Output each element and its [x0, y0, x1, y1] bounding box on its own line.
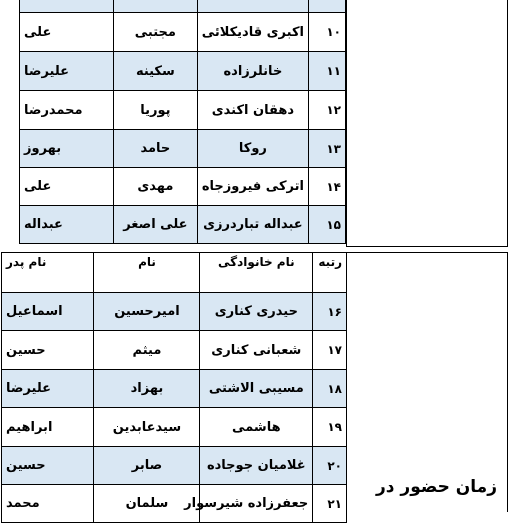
rank-cell: ۱۴ — [308, 168, 345, 206]
father-name-cell: علیرضا — [20, 52, 114, 91]
family-name-cell: خانلرزاده — [197, 52, 308, 91]
family-name-cell: مسیبی الاشتی — [200, 370, 313, 408]
first-name-cell: سیدعابدین — [94, 408, 200, 447]
father-name-cell: محمدرضا — [20, 91, 114, 130]
table-row — [2, 485, 347, 523]
first-name-cell: مهدی — [113, 168, 197, 206]
family-name-cell: جعفرزاده شیرسوار — [200, 485, 313, 523]
father-name-cell: اسماعیل — [2, 293, 94, 331]
first-name-cell — [113, 0, 197, 13]
father-name-cell: حسین — [2, 331, 94, 370]
header-father-name: نام پدر — [2, 253, 94, 293]
father-name-cell: حسین — [2, 447, 94, 485]
first-name-cell: پوریا — [113, 91, 197, 130]
family-name-cell: عبداله تباردرزی — [197, 206, 308, 244]
father-name-cell: عبداله — [20, 206, 114, 244]
table-row — [20, 91, 346, 130]
first-name-cell: سکینه — [113, 52, 197, 91]
ranking-table-lower — [1, 252, 347, 523]
first-name-cell: حامد — [113, 130, 197, 168]
lower-side-column — [347, 252, 508, 512]
family-name-cell: غلامیان جوجاده — [200, 447, 313, 485]
table-row — [2, 370, 347, 408]
father-name-cell — [20, 0, 114, 13]
first-name-cell: علی اصغر — [113, 206, 197, 244]
rank-cell: ۲۱ — [313, 485, 347, 523]
header-family-name: نام خانوادگی — [200, 253, 313, 293]
table-row — [20, 0, 346, 13]
rank-cell: ۱۱ — [308, 52, 345, 91]
header-rank: رتبه — [313, 253, 347, 293]
family-name-cell: اترکی فیروزجاه — [197, 168, 308, 206]
rank-cell: ۱۲ — [308, 91, 345, 130]
rank-cell: ۱۵ — [308, 206, 345, 244]
family-name-cell: اکبری قادیکلائی — [197, 13, 308, 52]
table-row — [2, 408, 347, 447]
table-row — [20, 13, 346, 52]
table-row — [20, 206, 346, 244]
rank-cell: ۱۹ — [313, 408, 347, 447]
first-name-cell: مجتبی — [113, 13, 197, 52]
table-row — [20, 168, 346, 206]
ranking-table-upper — [19, 0, 346, 244]
table-row — [2, 293, 347, 331]
father-name-cell: علی — [20, 168, 114, 206]
family-name-cell: دهقان اکندی — [197, 91, 308, 130]
first-name-cell: بهزاد — [94, 370, 200, 408]
rank-cell: ۱۶ — [313, 293, 347, 331]
father-name-cell: علی — [20, 13, 114, 52]
header-first-name: نام — [94, 253, 200, 293]
father-name-cell: محمد — [2, 485, 94, 523]
rank-cell — [308, 0, 345, 13]
first-name-cell: صابر — [94, 447, 200, 485]
table-row — [20, 52, 346, 91]
first-name-cell: میثم — [94, 331, 200, 370]
family-name-cell: شعبانی کناری — [200, 331, 313, 370]
attendance-time-heading: زمان حضور در — [375, 477, 497, 497]
family-name-cell: حیدری کناری — [200, 293, 313, 331]
rank-cell: ۲۰ — [313, 447, 347, 485]
rank-cell: ۱۰ — [308, 13, 345, 52]
rank-cell: ۱۸ — [313, 370, 347, 408]
family-name-cell — [197, 0, 308, 13]
family-name-cell: هاشمی — [200, 408, 313, 447]
family-name-cell: روکا — [197, 130, 308, 168]
table-row — [20, 130, 346, 168]
father-name-cell: بهروز — [20, 130, 114, 168]
table-row — [2, 447, 347, 485]
first-name-cell: سلمان — [94, 485, 200, 523]
first-name-cell: امیرحسین — [94, 293, 200, 331]
rank-cell: ۱۳ — [308, 130, 345, 168]
rank-cell: ۱۷ — [313, 331, 347, 370]
table-header-row — [2, 253, 347, 293]
table-row — [2, 331, 347, 370]
upper-side-column — [346, 0, 508, 247]
father-name-cell: علیرضا — [2, 370, 94, 408]
father-name-cell: ابراهیم — [2, 408, 94, 447]
